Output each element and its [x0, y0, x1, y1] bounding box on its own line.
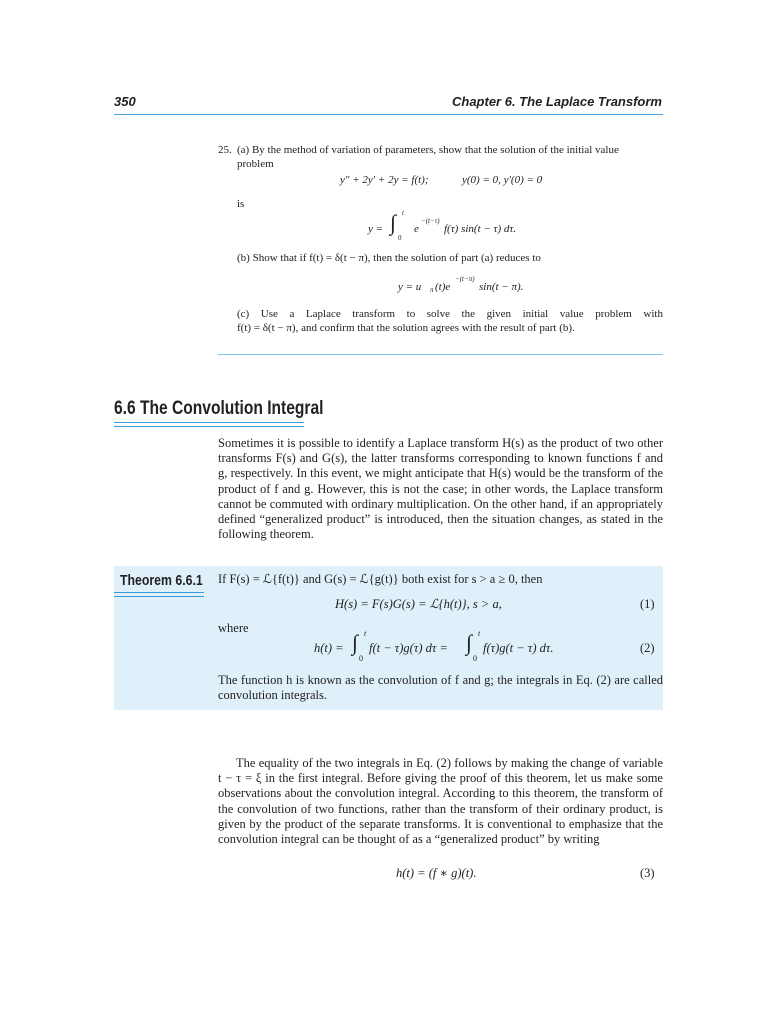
theorem-eq1-number: (1) — [640, 597, 655, 611]
theorem-rule-bottom — [114, 596, 204, 597]
discussion-paragraph: The equality of the two integrals in Eq. (2) follows by making the change of variable t − τ = ξ in the first integral. Before giving the proof of this theorem, let us make some observations about the convolution integral. According to this theorem, the transform of the convolution of two functions, rather than the transform of their ordinary product, is given by the product of the separate transforms. It is conventional to emphasize that the convolution integral can be thought of as a “generalized product” by writing — [218, 756, 663, 847]
theorem-label: Theorem 6.6.1 — [120, 572, 203, 589]
theorem-eq2-mid: f(t − τ)g(τ) dτ = — [369, 641, 448, 655]
theorem-eq2-lhs: h(t) = — [314, 641, 344, 655]
solution-exponent: −(t−τ) — [421, 217, 440, 225]
problem-ode: y″ + 2y′ + 2y = f(t); — [340, 174, 429, 186]
integral-sign: ∫ — [390, 210, 397, 235]
part-b-sub: π — [430, 286, 434, 294]
problem-part-c-line1: (c) Use a Laplace transform to solve the given initial value problem with — [237, 308, 663, 320]
problem-number: 25. — [218, 144, 232, 156]
theorem-statement: If F(s) = ℒ{f(t)} and G(s) = ℒ{g(t)} both exist for s > a ≥ 0, then — [218, 572, 543, 586]
eq2-int2-lower: 0 — [473, 654, 477, 663]
theorem-closing: The function h is known as the convolution of f and g; the integrals in Eq. (2) are called convolution integrals. — [218, 673, 663, 703]
integral-upper: t — [402, 209, 404, 217]
theorem-eq2-number: (2) — [640, 641, 655, 655]
problem-part-a-cont: problem — [237, 158, 274, 170]
solution-exp-base: e — [414, 223, 419, 235]
section-rule-bottom — [114, 426, 304, 427]
theorem-eq2-rhs: f(τ)g(t − τ) dτ. — [483, 641, 554, 655]
integral-lower: 0 — [398, 234, 402, 242]
part-b-eq-start: y = u — [398, 281, 422, 293]
solution-lhs: y = — [368, 223, 384, 235]
theorem-where: where — [218, 621, 249, 635]
chapter-title: Chapter 6. The Laplace Transform — [452, 94, 662, 109]
section-rule-top — [114, 422, 304, 423]
eq2-int1-upper: t — [364, 629, 367, 638]
eq2-int1-lower: 0 — [359, 654, 363, 663]
theorem-eq1: H(s) = F(s)G(s) = ℒ{h(t)}, s > a, — [335, 597, 502, 611]
part-b-eq-mid: (t)e — [435, 281, 451, 293]
header-rule — [114, 114, 663, 115]
problem-part-a: (a) By the method of variation of parameters, show that the solution of the initial value — [237, 144, 619, 156]
problem-initial-conditions: y(0) = 0, y′(0) = 0 — [462, 174, 543, 186]
theorem-rule-top — [114, 592, 204, 593]
page-number: 350 — [114, 94, 136, 109]
eq2-integral-1: ∫ — [352, 630, 359, 655]
problem-part-c-line2: f(t) = δ(t − π), and confirm that the solution agrees with the result of part (b). — [237, 322, 575, 334]
eq2-int2-upper: t — [478, 629, 481, 638]
equation-3: h(t) = (f ∗ g)(t). — [396, 866, 477, 880]
problem-divider — [218, 354, 663, 355]
solution-rest: f(τ) sin(t − τ) dτ. — [444, 223, 517, 235]
part-b-eq-end: sin(t − π). — [479, 281, 524, 293]
problem-part-b: (b) Show that if f(t) = δ(t − π), then the solution of part (a) reduces to — [237, 252, 541, 264]
problem-is: is — [237, 198, 245, 210]
section-title: 6.6 The Convolution Integral — [114, 398, 324, 419]
section-intro: Sometimes it is possible to identify a Laplace transform H(s) as the product of two other transforms F(s) and G(s), the latter transforms corresponding to known functions f and g, respectively. In this event, we might anticipate that H(s) would be the transform of the product of f and g. However, this is not the case; in other words, the Laplace transform cannot be commuted with ordinary multiplication. On the other hand, if an appropriately defined “generalized product” is introduced, then the situation changes, as stated in the following theorem. — [218, 436, 663, 542]
equation-3-number: (3) — [640, 866, 655, 880]
eq2-integral-2: ∫ — [466, 630, 473, 655]
part-b-exp: −(t−π) — [455, 275, 475, 283]
